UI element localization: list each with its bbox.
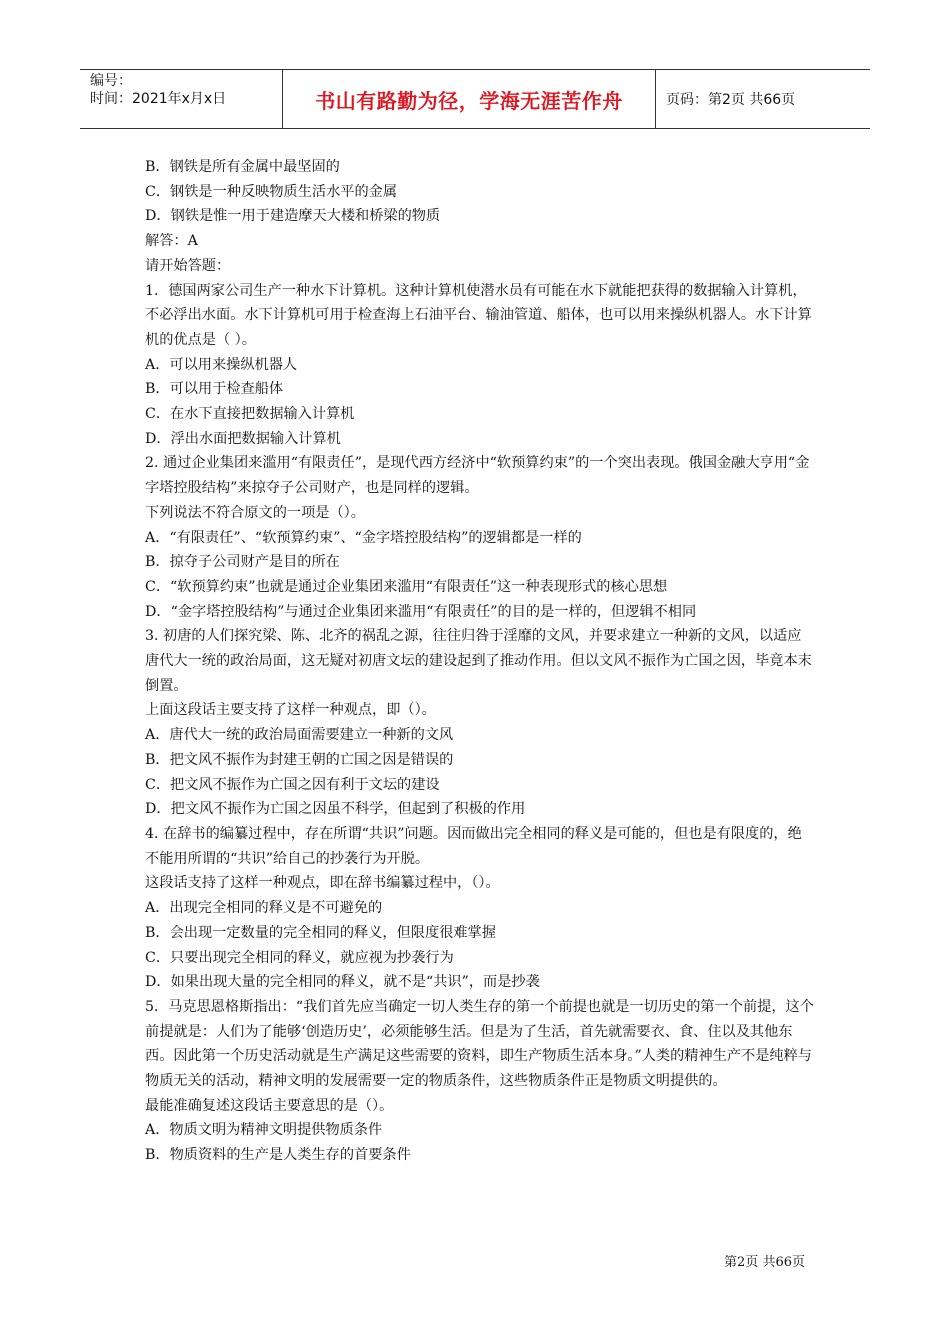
text-line: 1．德国两家公司生产一种水下计算机。这种计算机使潜水员有可能在水下就能把获得的数据输入计算机，不必浮出水面。水下计算机可用于检查海上石油平台、输油管道、船体，也可以用来操纵机器人。水下计算机的优点是（ ）。 [145,282,812,348]
text-line: 下列说法不符合原文的一项是（）。 [145,504,365,521]
text-line: A．唐代大一统的政治局面需要建立一种新的文风 [145,727,454,744]
text-line: B．可以用于检查船体 [145,381,284,398]
text-line: C．“软预算约束”也就是通过企业集团来滥用“有限责任”这一种表现形式的核心思想 [145,578,668,595]
text-line: 4. 在辞书的编纂过程中，存在所谓“共识”问题。因而做出完全相同的释义是可能的，但也是有限度的，绝不能用所谓的“共识”给自己的抄袭行为开脱。 [145,825,802,867]
header-meta [80,70,283,128]
header-page-info: 页码：第2页 共66页 [666,92,796,108]
text-line: B．物质资料的生产是人类生存的首要条件 [145,1147,411,1164]
text-line: 解答：A [145,233,198,250]
text-line: D．如果出现大量的完全相同的释义，就不是“共识”，而是抄袭 [145,974,540,991]
document-body [145,155,815,1168]
text-line: 最能准确复述这段话主要意思的是（）。 [145,1097,394,1114]
text-line: C．在水下直接把数据输入计算机 [145,406,355,423]
text-line: 5．马克思恩格斯指出：“我们首先应当确定一切人类生存的第一个前提也就是一切历史的第一个前提，这个前提就是：人们为了能够‘创造历史’，必须能够生活。但是为了生活，首先就需要衣、食、住以及其他东西。因此第一个历史活动就是生产满足这些需要的资料，即生产物质生活本身。”人类的精神生产不是纯粹与物质无关的活动，精神文明的发展需要一定的物质条件，这些物质条件正是物质文明提供的。 [145,998,814,1090]
text-line: 3. 初唐的人们探究梁、陈、北齐的祸乱之源，往往归咎于淫靡的文风，并要求建立一种新的文风，以适应唐代大一统的政治局面，这无疑对初唐文坛的建设起到了推动作用。但以文风不振作为亡国之因，毕竟本末倒置。 [145,628,812,694]
page-header [80,69,870,129]
text-line: C．钢铁是一种反映物质生活水平的金属 [145,183,398,200]
text-line: B．掠夺子公司财产是目的所在 [145,554,340,571]
text-line: A．出现完全相同的释义是不可避免的 [145,900,383,917]
header-motto: 书山有路勤为径，学海无涯苦作舟 [283,70,656,128]
text-line: B．把文风不振作为封建王朝的亡国之因是错误的 [145,751,454,768]
text-line: D．浮出水面把数据输入计算机 [145,430,341,447]
text-line: A．可以用来操纵机器人 [145,356,298,373]
text-line: 2. 通过企业集团来滥用“有限责任”，是现代西方经济中“软预算约束”的一个突出表现。俄国金融大亨用“金字塔控股结构”来掠夺子公司财产，也是同样的逻辑。 [145,455,810,497]
text-line: B．会出现一定数量的完全相同的释义，但限度很难掌握 [145,924,496,941]
text-line: 上面这段话主要支持了这样一种观点，即（）。 [145,702,436,719]
text-line: A．物质文明为精神文明提供物质条件 [145,1122,383,1139]
text-line: D．钢铁是惟一用于建造摩天大楼和桥梁的物质 [145,208,441,225]
page-footer: 第2页 共66页 [724,1255,805,1270]
header-date-label: 时间：2021年x月x日 [90,91,227,107]
text-line: D．“金字塔控股结构”与通过企业集团来滥用“有限责任”的目的是一样的，但逻辑不相同 [145,603,697,620]
text-line: C．只要出现完全相同的释义，就应视为抄袭行为 [145,949,454,966]
text-line: A．“有限责任”、“软预算约束”、“金字塔控股结构”的逻辑都是一样的 [145,529,582,546]
text-line: C．把文风不振作为亡国之因有利于文坛的建设 [145,776,440,793]
text-line: 这段话支持了这样一种观点，即在辞书编纂过程中，（）。 [145,875,500,892]
text-line: 请开始答题： [145,257,231,274]
text-line: B．钢铁是所有金属中最坚固的 [145,159,340,175]
header-number-label: 编号： [90,73,132,89]
text-line: D．把文风不振作为亡国之因虽不科学，但起到了积极的作用 [145,801,526,818]
